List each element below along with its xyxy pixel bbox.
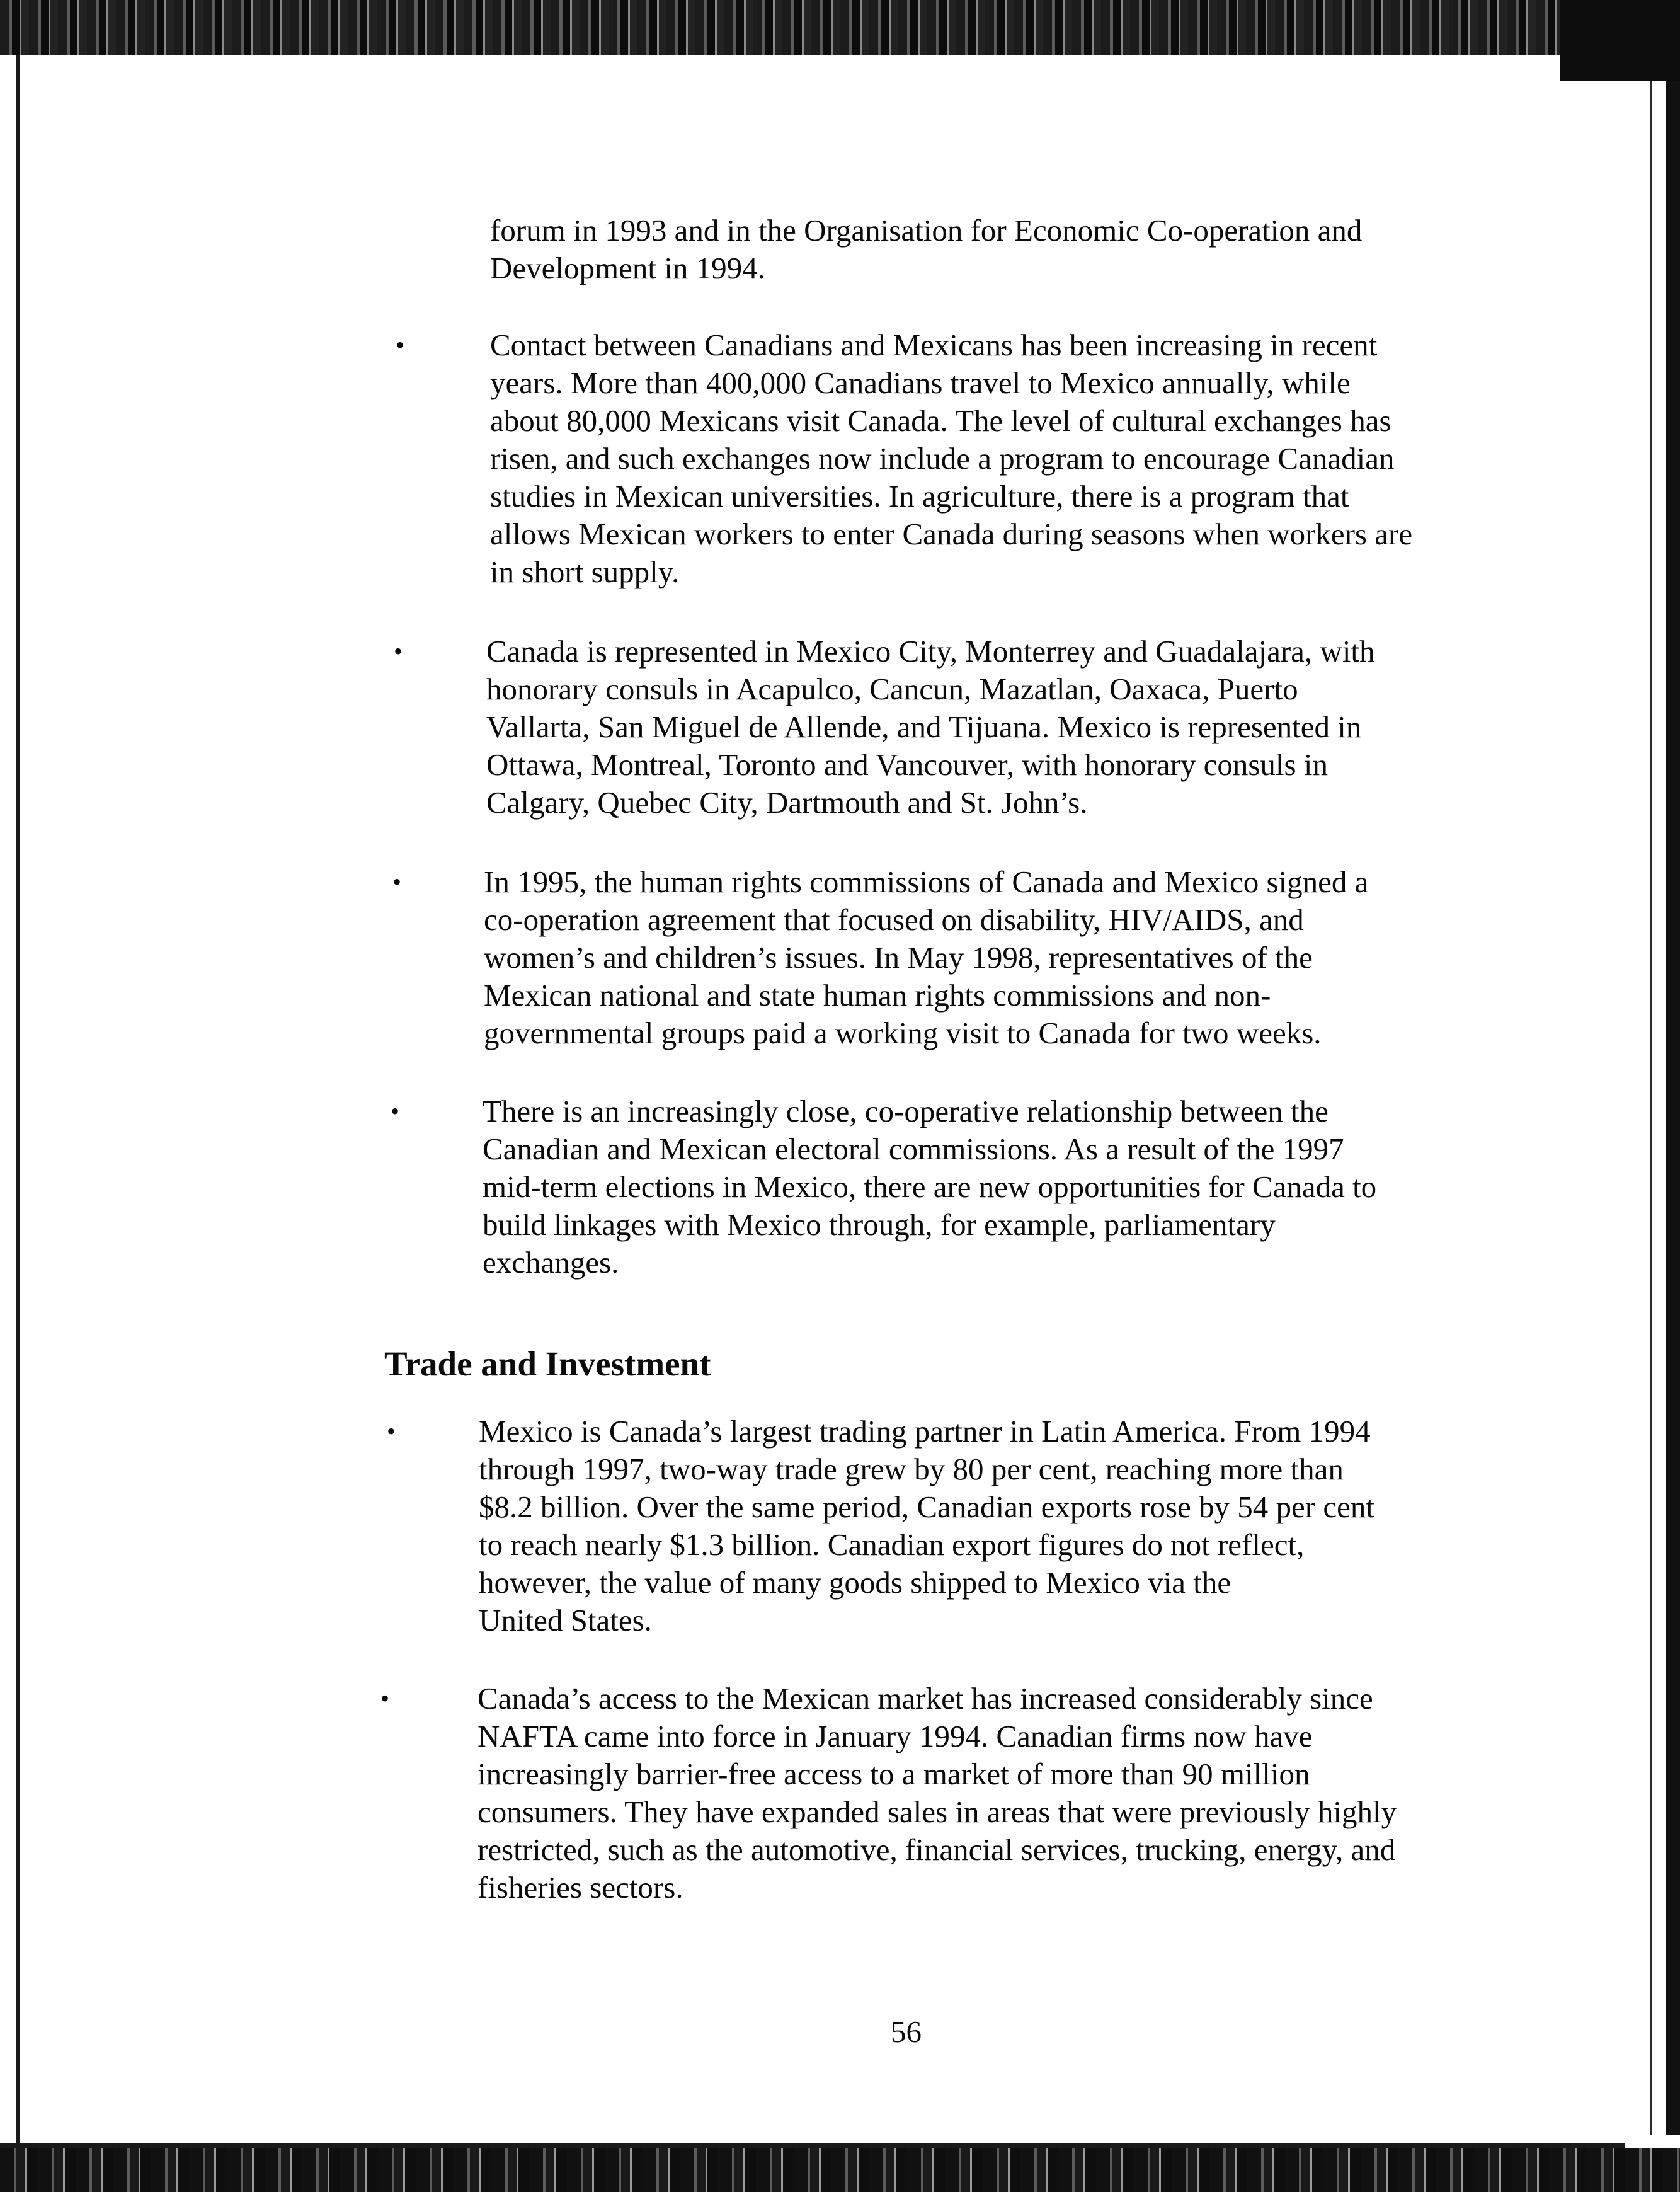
bullet-marker: • [394,637,403,665]
text-line: Vallarta, San Miguel de Allende, and Tijuana. Mexico is represented in [486,709,1362,744]
text-line: studies in Mexican universities. In agriculture, there is a program that [490,479,1349,514]
text-line: honorary consuls in Acapulco, Cancun, Mazatlan, Oaxaca, Puerto [486,672,1298,706]
text-line: There is an increasingly close, co-operative relationship between the [483,1094,1329,1128]
text-line: to reach nearly $1.3 billion. Canadian export figures do not reflect, [479,1527,1305,1562]
bullet-paragraph-market-access [477,1680,1397,1907]
text-line: increasingly barrier-free access to a market of more than 90 million [477,1757,1310,1791]
bullet-paragraph-trading-partner [479,1413,1374,1639]
text-line: Canadian and Mexican electoral commissions. As a result of the 1997 [483,1132,1344,1166]
text-line: exchanges. [483,1245,619,1280]
bullet-marker: • [387,1417,396,1445]
text-line: consumers. They have expanded sales in areas that were previously highly [477,1794,1397,1829]
text-line: Mexican national and state human rights commissions and non- [484,978,1271,1013]
text-line: women’s and children’s issues. In May 1998, representatives of the [484,940,1313,975]
text-line: NAFTA came into force in January 1994. Canadian firms now have [477,1719,1313,1753]
text-line: restricted, such as the automotive, financial services, trucking, energy, and [477,1832,1396,1867]
bullet-marker: • [391,1097,400,1125]
bullet-marker: • [392,868,402,896]
page-number: 56 [891,2014,922,2049]
intro-paragraph [490,212,1362,287]
text-line: fisheries sectors. [477,1870,683,1905]
text-line: build linkages with Mexico through, for example, parliamentary [483,1207,1276,1242]
text-line: forum in 1993 and in the Organisation for Economic Co-operation and [490,213,1363,248]
text-line: mid-term elections in Mexico, there are new opportunities for Canada to [483,1169,1377,1204]
text-line: Canada is represented in Mexico City, Monterrey and Guadalajara, with [486,634,1375,669]
text-line: Contact between Canadians and Mexicans has been increasing in recent [490,328,1378,362]
text-line: years. More than 400,000 Canadians travel to Mexico annually, while [490,365,1351,400]
text-line: Ottawa, Montreal, Toronto and Vancouver, with honorary consuls in [486,747,1328,782]
text-line: through 1997, two-way trade grew by 80 per cent, reaching more than [479,1452,1344,1486]
text-line: allows Mexican workers to enter Canada during seasons when workers are [490,517,1413,551]
text-line: risen, and such exchanges now include a program to encourage Canadian [490,441,1395,476]
text-line: about 80,000 Mexicans visit Canada. The level of cultural exchanges has [490,403,1391,438]
text-line: Canada’s access to the Mexican market has increased considerably since [477,1681,1373,1716]
section-heading: Trade and Investment [384,1345,711,1383]
bullet-paragraph-human-rights [484,863,1368,1052]
text-line: In 1995, the human rights commissions of Canada and Mexico signed a [484,864,1369,899]
bullet-paragraph-representation [486,633,1375,822]
text-line: United States. [479,1603,652,1638]
bullet-paragraph-electoral [483,1093,1376,1282]
text-line: Calgary, Quebec City, Dartmouth and St. John’s. [486,785,1088,820]
text-line: however, the value of many goods shipped to Mexico via the [479,1565,1231,1600]
text-line: governmental groups paid a working visit to Canada for two weeks. [484,1016,1322,1050]
bullet-marker: • [380,1684,390,1713]
bullet-marker: • [396,331,405,359]
text-line: co-operation agreement that focused on disability, HIV/AIDS, and [484,902,1304,937]
text-line: Development in 1994. [490,251,765,285]
text-line: in short supply. [490,554,680,589]
bullet-paragraph-contact [490,326,1412,591]
text-line: Mexico is Canada’s largest trading partner in Latin America. From 1994 [479,1414,1371,1449]
text-line: $8.2 billion. Over the same period, Canadian exports rose by 54 per cent [479,1489,1374,1524]
